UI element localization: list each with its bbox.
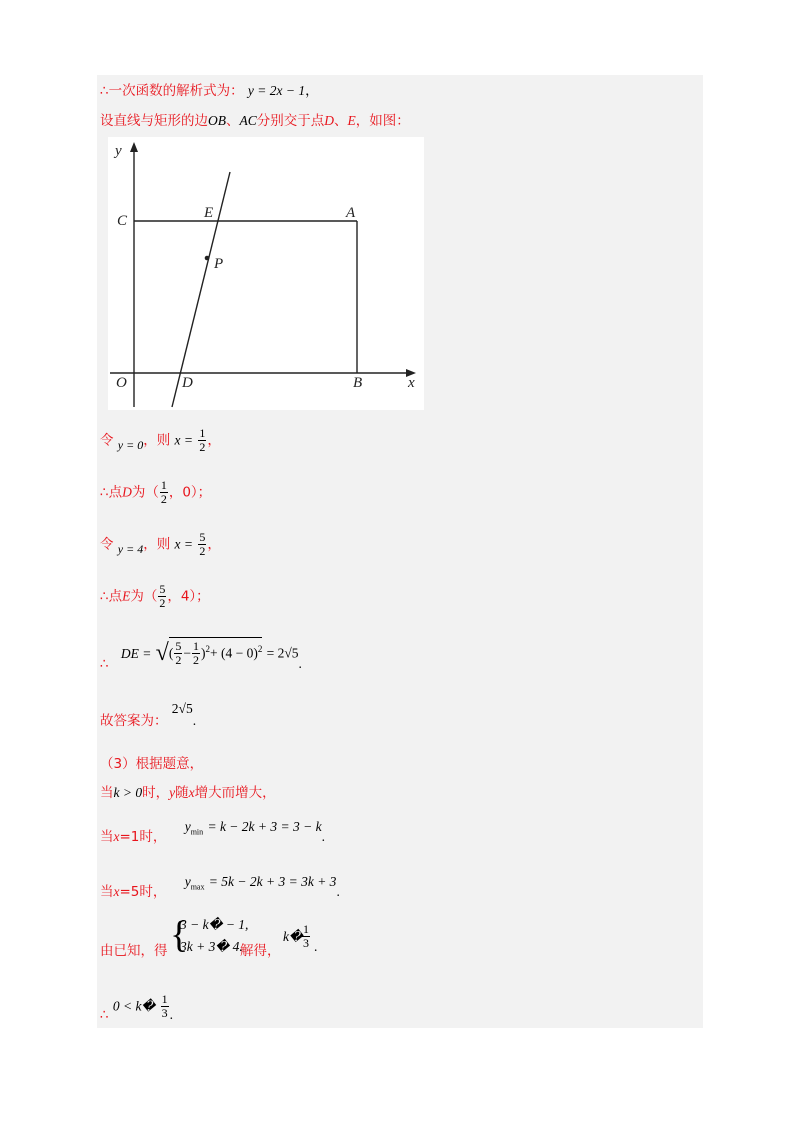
denominator: 2 bbox=[199, 440, 206, 454]
period: . bbox=[169, 1006, 174, 1022]
label-e: E bbox=[204, 205, 214, 221]
text: 、 bbox=[334, 113, 348, 129]
line-function-formula bbox=[100, 79, 319, 99]
numerator: 5 bbox=[175, 639, 182, 653]
de-equals: DE = bbox=[120, 645, 152, 661]
condition: y = 4 bbox=[117, 541, 144, 556]
solution-k: k� bbox=[283, 929, 303, 944]
label-o: O bbox=[116, 375, 127, 391]
subscript-min: min bbox=[190, 827, 204, 837]
text: ，则 bbox=[143, 432, 171, 449]
text: 当 bbox=[100, 829, 114, 845]
segment-ac: AC bbox=[239, 113, 257, 128]
text: 设直线与矩形的边 bbox=[100, 113, 208, 129]
fraction bbox=[161, 993, 169, 1020]
line-part3 bbox=[100, 752, 203, 772]
period: . bbox=[298, 655, 302, 671]
line-k-positive bbox=[100, 781, 276, 801]
text: 故答案为： bbox=[100, 713, 168, 729]
label-c: C bbox=[117, 213, 128, 229]
result: = 2√5 bbox=[266, 645, 299, 661]
text: ，如图： bbox=[355, 113, 410, 129]
numerator: 1 bbox=[161, 992, 168, 1006]
text: 令 bbox=[100, 536, 114, 553]
point-d: D bbox=[122, 484, 132, 500]
text: ， bbox=[207, 432, 221, 449]
point-e: E bbox=[347, 113, 356, 128]
numerator: 1 bbox=[199, 426, 206, 440]
text: ，4）； bbox=[167, 588, 210, 605]
text: 随 bbox=[175, 785, 189, 801]
x-equals: x = bbox=[174, 536, 194, 552]
solution-panel bbox=[97, 75, 703, 1028]
text: 时， bbox=[142, 785, 170, 801]
brace: { bbox=[170, 914, 189, 956]
fraction bbox=[160, 479, 168, 506]
y-axis-arrow bbox=[130, 142, 138, 152]
fraction bbox=[192, 640, 200, 667]
denominator: 2 bbox=[192, 653, 199, 667]
text: ∴点 bbox=[100, 588, 123, 605]
inequality-2: 3k + 3� 4. bbox=[180, 939, 243, 954]
text: 由已知，得 bbox=[100, 943, 168, 959]
formula: y = 2x − 1 bbox=[247, 83, 306, 98]
text: 当 bbox=[100, 785, 114, 801]
text: （3）根据题意， bbox=[100, 756, 204, 772]
line-de-distance bbox=[100, 637, 302, 672]
text: 增大而增大， bbox=[194, 785, 276, 801]
line-point-e bbox=[100, 583, 210, 610]
line-let-y4 bbox=[100, 531, 221, 558]
text: 为（ bbox=[131, 484, 159, 501]
denominator: 3 bbox=[303, 936, 309, 950]
fraction bbox=[158, 583, 166, 610]
label-x: x bbox=[408, 375, 415, 391]
text: =1时， bbox=[119, 829, 167, 845]
var-y: y bbox=[184, 874, 191, 889]
line-system bbox=[100, 915, 400, 965]
coordinate-diagram bbox=[108, 137, 424, 410]
numerator: 1 bbox=[192, 639, 199, 653]
radicand: ( $\frac{5}{2}$ − $\frac{1}{2}$ )$^2+ (4 - 0)^2$ bbox=[168, 639, 263, 667]
text: ， bbox=[305, 83, 319, 98]
var-y: y bbox=[169, 785, 176, 800]
inequality-1: 3 − k� − 1, bbox=[180, 917, 249, 932]
line-intersect-desc bbox=[100, 109, 410, 129]
period: . bbox=[321, 829, 325, 844]
label-a: A bbox=[346, 205, 356, 221]
denominator: 2 bbox=[199, 544, 206, 558]
ymax-expression: = 5k − 2k + 3 = 3k + 3 bbox=[208, 874, 337, 889]
line-ymax bbox=[100, 870, 340, 900]
numerator: 5 bbox=[159, 582, 166, 596]
therefore: ∴ bbox=[100, 655, 109, 672]
var-x: x bbox=[113, 884, 120, 899]
point-p-dot bbox=[205, 256, 210, 261]
condition: k > 0 bbox=[113, 785, 143, 800]
text: 为（ bbox=[130, 588, 158, 605]
text: ∴点 bbox=[100, 484, 123, 501]
label-p: P bbox=[214, 256, 224, 272]
fraction bbox=[198, 531, 206, 558]
denominator: 3 bbox=[161, 1006, 168, 1020]
minus: − bbox=[183, 645, 191, 661]
label-d: D bbox=[182, 375, 193, 391]
text: =5时， bbox=[119, 884, 167, 900]
ymin-expression: = k − 2k + 3 = 3 − k bbox=[207, 819, 322, 834]
numerator: 1 bbox=[303, 922, 309, 936]
prefix bbox=[100, 884, 166, 900]
prefix bbox=[100, 829, 166, 845]
text: 、 bbox=[226, 113, 240, 129]
sqrt-sign: √ bbox=[155, 640, 169, 666]
point-e: E bbox=[122, 588, 131, 604]
var-x: x bbox=[188, 785, 195, 800]
text: 分别交于点 bbox=[256, 113, 325, 129]
label-y: y bbox=[115, 143, 122, 159]
geometry-figure bbox=[108, 137, 424, 410]
subscript-max: max bbox=[190, 882, 205, 892]
text: 当 bbox=[100, 884, 114, 900]
label-b: B bbox=[353, 375, 363, 391]
denominator: 2 bbox=[160, 492, 167, 506]
var-x: x bbox=[113, 829, 120, 844]
fraction bbox=[302, 923, 310, 950]
line-answer bbox=[100, 701, 197, 729]
fraction bbox=[174, 640, 182, 667]
numerator: 1 bbox=[160, 478, 167, 492]
x-equals: x = bbox=[174, 432, 194, 448]
period: . bbox=[336, 884, 340, 899]
line-graph bbox=[172, 172, 230, 407]
text: 解得， bbox=[240, 943, 281, 959]
text: 令 bbox=[100, 432, 114, 449]
numerator: 5 bbox=[199, 530, 206, 544]
line-ymin bbox=[100, 815, 325, 845]
text: ，0）； bbox=[168, 484, 212, 501]
period: . bbox=[314, 939, 318, 954]
text: ，则 bbox=[143, 536, 171, 553]
text: ∴一次函数的解析式为： bbox=[100, 83, 244, 99]
condition: y = 0 bbox=[117, 437, 144, 452]
term: + (4 − 0) bbox=[209, 645, 258, 661]
var-y: y bbox=[184, 819, 191, 834]
line-final bbox=[100, 992, 174, 1023]
period: . bbox=[192, 713, 197, 728]
line-point-d bbox=[100, 479, 211, 506]
exponent: 2 bbox=[257, 644, 263, 654]
text: ， bbox=[207, 536, 221, 553]
point-d: D bbox=[324, 113, 335, 128]
fraction bbox=[198, 427, 206, 454]
line-let-y0 bbox=[100, 427, 221, 454]
final-range: 0 < k� bbox=[112, 998, 156, 1014]
answer-value: 2√5 bbox=[171, 701, 193, 716]
segment-ob: OB bbox=[208, 113, 226, 128]
denominator: 2 bbox=[175, 653, 182, 667]
therefore: ∴ bbox=[100, 1006, 109, 1023]
denominator: 2 bbox=[159, 596, 166, 610]
